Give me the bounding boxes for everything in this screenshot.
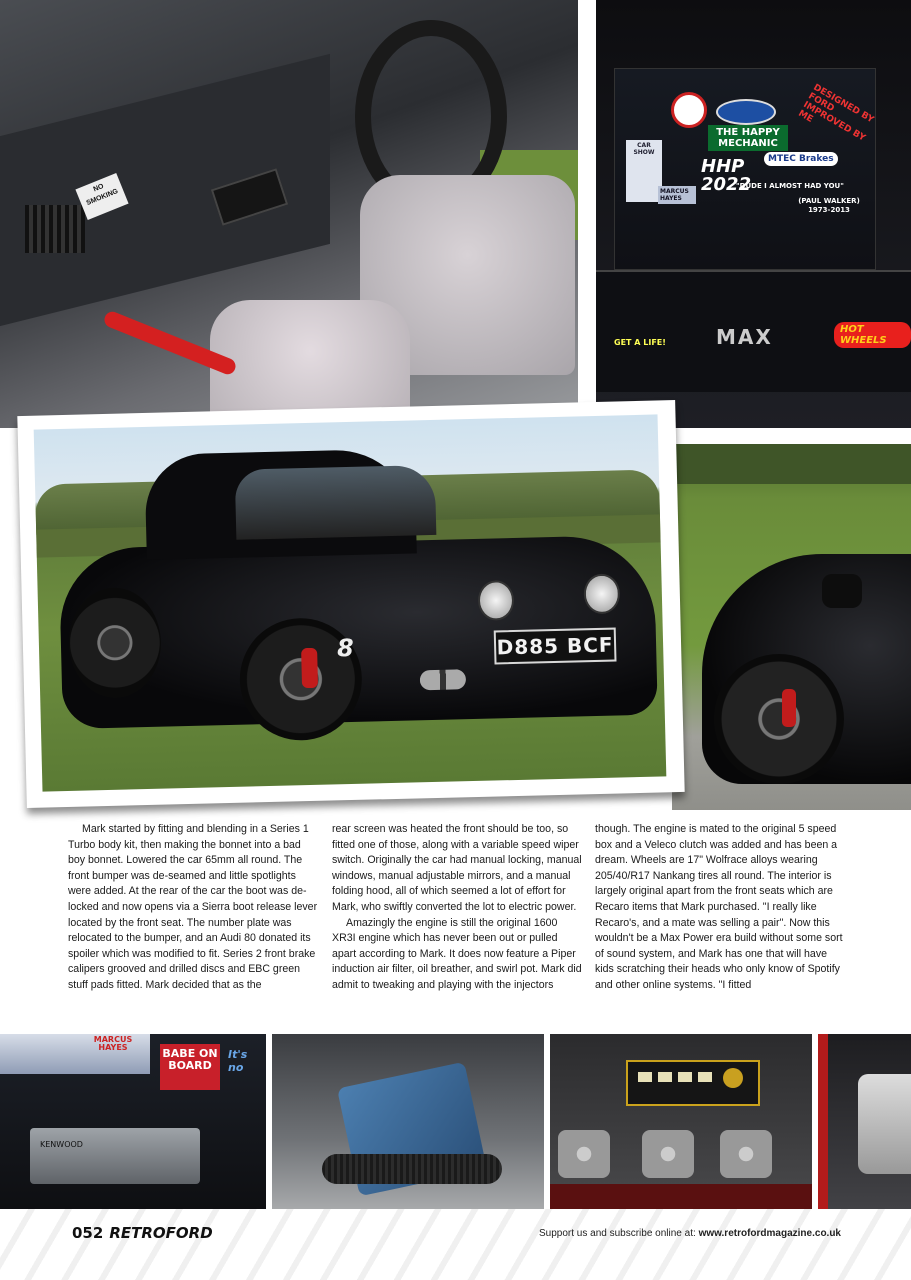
paragraph: Amazingly the engine is still the original 1600 XR3I engine which has never been out or pulled apart according to Mark. It does now feature a Piper induction air filter, oil breather, and swirl pot. Mark did admit to tweaking and playing with the injectors — [332, 916, 582, 991]
babe-on-board-sticker: BABE ON BOARD — [160, 1044, 220, 1090]
article-column-1 — [68, 822, 318, 994]
happy-mechanic-sticker: THE HAPPY MECHANIC — [708, 125, 788, 151]
car-show-sticker: CAR SHOW — [626, 140, 662, 202]
its-not-sticker: It's no — [228, 1048, 248, 1074]
main-car-photo — [34, 414, 667, 791]
marcus-hayes-sticker: MARCUS HAYES — [658, 186, 696, 204]
alloy-wheel — [714, 654, 844, 784]
red-brake-caliper — [782, 689, 796, 727]
pedals-photo — [550, 1034, 812, 1209]
paragraph: Mark started by fitting and blending in a Series 1 Turbo body kit, then making the bonnet into a bad boy bonnet. Lowered the car 65mm all round. The front bumper was de-seamed and little spotlights were added. At the rear of the car the boot was de-locked and now opens via a Sierra boot release lever located by the front seat. The number plate was relocated to the bumper, and an Audi 80 donated its spoiler which was modified to fit. Series 2 front brake calipers grooved and drilled discs and EBC green stuff pads fitted. Mark decided that as the — [68, 823, 318, 991]
tail-light — [858, 1074, 911, 1174]
kenwood-logo: KENWOOD — [40, 1140, 83, 1149]
marcus-hayes-sticker: MARCUS HAYES — [93, 1035, 133, 1052]
subscribe-prefix: Support us and subscribe online at: — [539, 1228, 696, 1239]
hhp-2022-sticker: HHP 2022 — [701, 156, 752, 195]
article-column-2 — [332, 822, 582, 994]
ford-logo-sticker — [716, 99, 776, 125]
stereo-photo — [0, 1034, 266, 1209]
red-trim — [818, 1034, 828, 1209]
mtec-brakes-sticker: MTEC Brakes — [764, 152, 838, 166]
no-smoking-sticker: NO SMOKING — [75, 173, 128, 220]
wing-mirror — [822, 574, 862, 608]
ghostbusters-sticker — [671, 92, 707, 128]
number-plate: D885 BCF — [494, 628, 617, 665]
race-number-decal: 8 — [336, 633, 355, 663]
page-number: 052 — [72, 1224, 104, 1242]
article-column-3 — [595, 822, 845, 994]
subscribe-line — [539, 1228, 841, 1239]
paragraph: though. The engine is mated to the original 5 speed box and a Veleco clutch was added and has been a dream. Wheels are 17" Wolfrace alloys wearing 205/40/R17 Nankang tires all round. The interior is largely original apart from the front seats which are Recaro items that Mark purchased. "I really like Recaro's, and a mate was selling a pair". Now this wouldn't be a Max Power era build without some sort of sound system, and Mark has one that will have kids scratching their heads who only know of Spotify and other online systems. "I fitted — [595, 823, 843, 991]
designed-by-ford-sticker: DESIGNED BY FORD IMPROVED BY ME — [796, 82, 876, 144]
brake-pedal — [642, 1130, 694, 1178]
red-carpet — [550, 1184, 812, 1209]
cd-changer-unit — [30, 1128, 200, 1184]
boot-stickers-photo — [596, 0, 911, 428]
accelerator-pedal — [720, 1130, 772, 1178]
fog-lights — [420, 669, 466, 690]
hot-wheels-sticker: HOT WHEELS — [834, 322, 911, 348]
dude-quote-sticker: "DUDE I ALMOST HAD YOU" — [736, 182, 844, 190]
clutch-pedal — [558, 1130, 610, 1178]
magazine-url[interactable]: www.retrofordmagazine.co.uk — [698, 1228, 841, 1239]
ornament-base — [322, 1154, 502, 1184]
tail-light-photo — [818, 1034, 911, 1209]
windscreen — [235, 465, 437, 540]
get-a-life-sticker: GET A LIFE! — [614, 338, 666, 347]
max-power-sticker: MAX — [716, 325, 773, 349]
switch-panel — [626, 1060, 760, 1106]
magazine-name: RETROFORD — [109, 1224, 213, 1242]
front-wheel-photo — [672, 444, 911, 810]
front-brake-caliper — [301, 648, 318, 688]
air-vent — [25, 205, 85, 253]
paul-walker-sticker: (PAUL WALKER) 1973-2013 — [798, 197, 860, 214]
treeline — [672, 444, 911, 484]
dash-ornament-photo — [272, 1034, 544, 1209]
interior-photo — [0, 0, 578, 428]
paragraph: rear screen was heated the front should be too, so fitted one of those, along with a variable speed wiper switch. Originally the car had manual locking, manual windows, manual adjustable mirrors, and a manual folding hood, all of which seemed a lot of effort for Mark, who swiftly converted the lot to electric power. — [332, 823, 582, 913]
page-footer — [0, 1209, 911, 1280]
folio — [72, 1224, 213, 1242]
